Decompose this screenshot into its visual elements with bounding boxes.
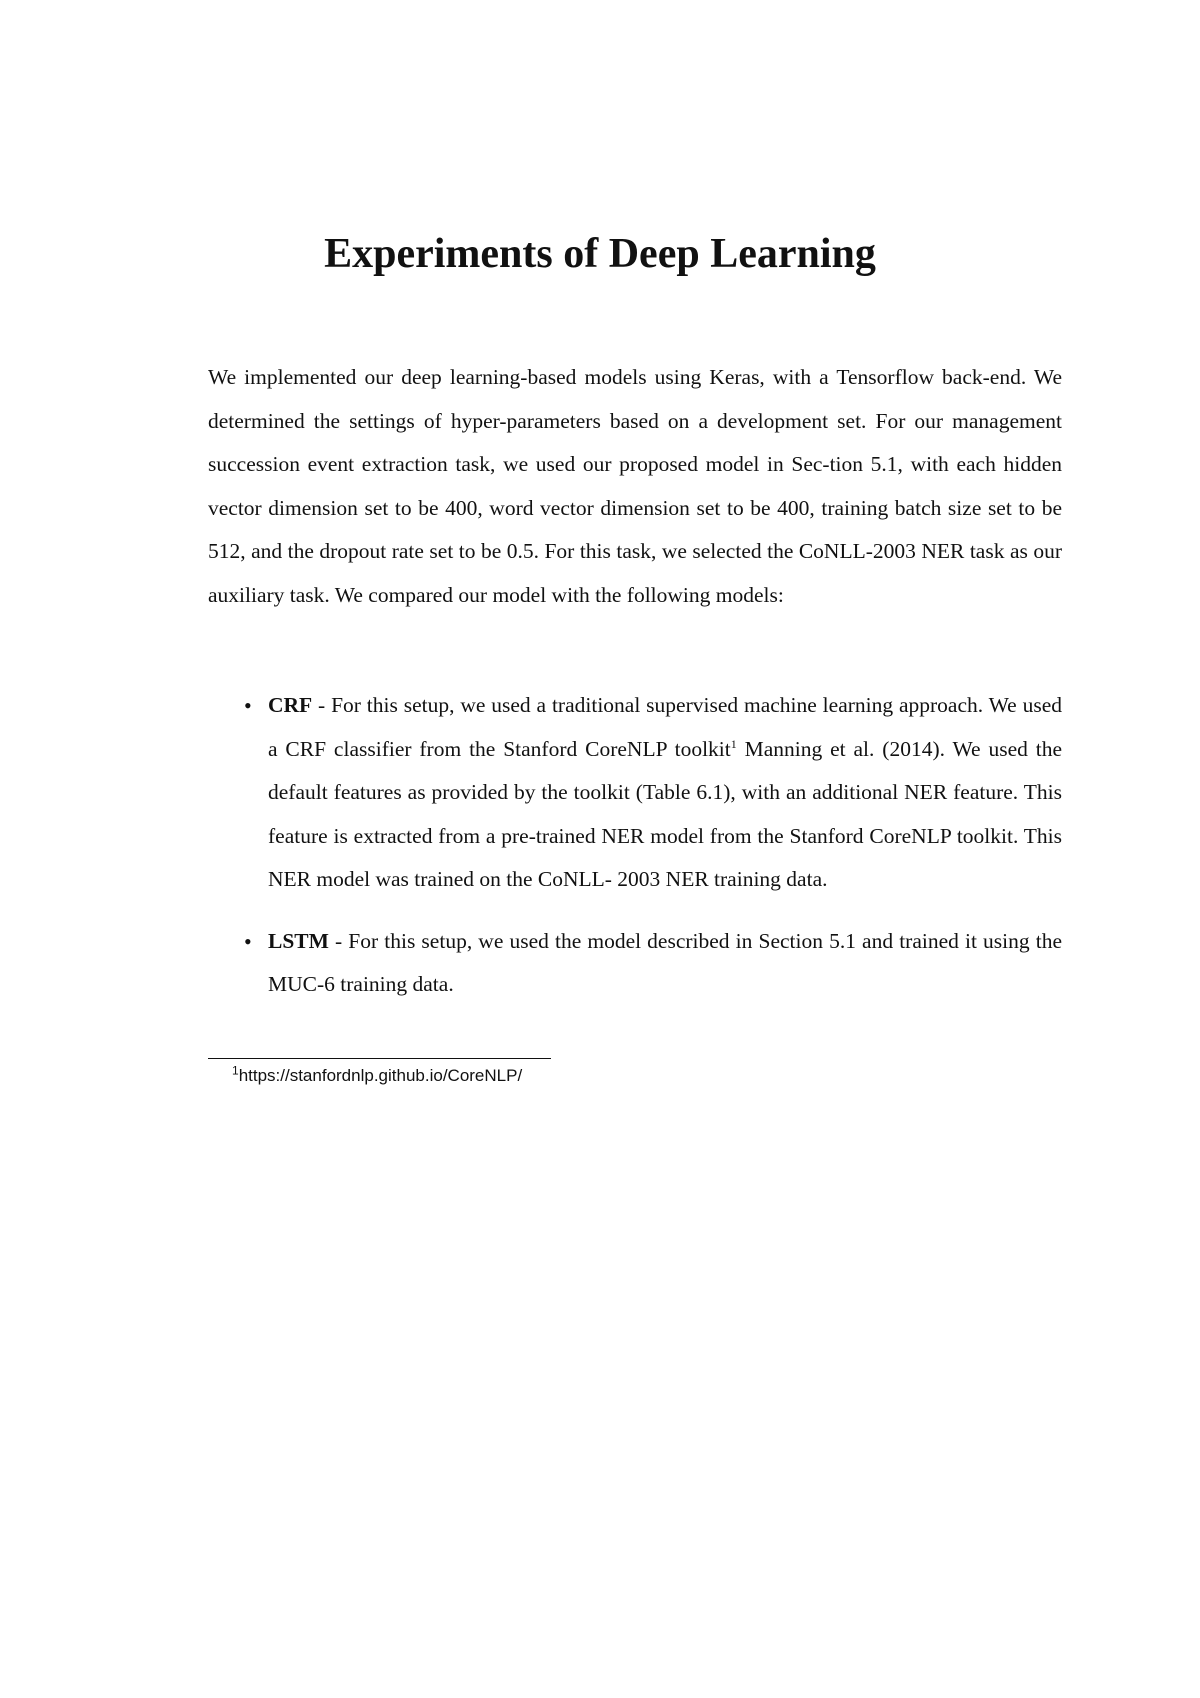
footnote-link: https://stanfordnlp.github.io/CoreNLP/ [238, 1066, 523, 1085]
bullet-term-crf: CRF [268, 693, 313, 717]
footnote-number: 1 [232, 1063, 239, 1078]
page-title: Experiments of Deep Learning [324, 231, 876, 277]
bullet-text-lstm: - For this setup, we used the model described in Section 5.1 and trained it using the MUC-6 training data. [268, 928, 1062, 996]
bullet-icon: • [244, 693, 252, 718]
bullet-text-crf-part2: Manning et al. (2014). We used the default features as provided by the toolkit (Table 6.1), with an additional NER feature. This feature is extracted from a pre-trained NER model from the Stanford CoreNLP toolkit. This NER model was trained on the CoNLL- 2003 NER training data. [268, 736, 1062, 891]
list-item-lstm [208, 920, 1062, 1007]
list-item-crf [208, 684, 1062, 902]
bullet-icon: • [244, 928, 252, 954]
bullet-term-lstm: LSTM [268, 928, 329, 953]
intro-paragraph: We implemented our deep learning-based models using Keras, with a Tensorflow back-end. We determined the settings of hyper-parameters based on a development set. For our management succession event extraction task, we used our proposed model in Sec-tion 5.1, with each hidden vector dimension set to be 400, word vector dimension set to be 400, training batch size set to be 512, and the dropout rate set to be 0.5. For this task, we selected the CoNLL-2003 NER task as our auxiliary task. We compared our model with the following models: [208, 365, 1062, 607]
footnote [232, 1064, 522, 1088]
footnote-marker: 1 [730, 736, 737, 751]
footnote-divider [208, 1058, 551, 1059]
model-list [208, 684, 1062, 1025]
bullet-text-crf-part1: - For this setup, we used a traditional supervised machine learning approach. We used a CRF classifier from the Stanford CoreNLP toolkit [268, 693, 1062, 761]
